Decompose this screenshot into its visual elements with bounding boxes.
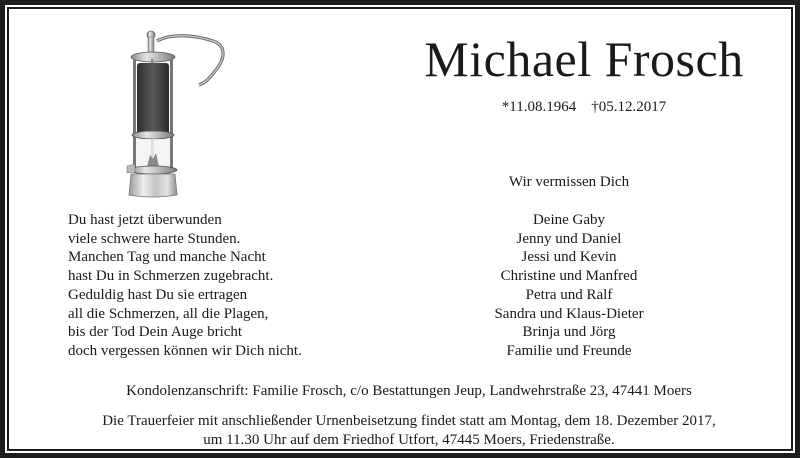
- condolence-address: Kondolenzanschrift: Familie Frosch, c/o Bestattungen Jeup, Landwehrstraße 23, 47441 Moers: [126, 383, 692, 399]
- poem-line: doch vergessen können wir Dich nicht.: [68, 342, 302, 359]
- poem-line: hast Du in Schmerzen zugebracht.: [68, 268, 274, 285]
- memorial-poem: [68, 211, 368, 361]
- mourner-name: Sandra und Klaus-Dieter: [494, 305, 644, 322]
- poem-line: Du hast jetzt überwunden: [68, 212, 222, 228]
- poem-line: bis der Tod Dein Auge bricht: [68, 324, 243, 341]
- ceremony-line: um 11.30 Uhr auf dem Friedhof Utfort, 47445 Moers, Friedenstraße.: [203, 432, 615, 448]
- mourner-name: Petra und Ralf: [525, 286, 613, 303]
- mourner-name: Brinja und Jörg: [522, 324, 616, 341]
- miners-lamp-icon: [109, 27, 229, 199]
- mourner-name: Jessi und Kevin: [521, 249, 617, 266]
- obituary-inner-border: [7, 7, 793, 451]
- mourners-list: [469, 211, 669, 361]
- obituary-frame: [5, 5, 795, 453]
- mourners-heading: Wir vermissen Dich: [508, 174, 630, 190]
- poem-line: Manchen Tag und manche Nacht: [68, 249, 266, 266]
- ceremony-info: [9, 412, 800, 450]
- ceremony-line: Die Trauerfeier mit anschließender Urnenbeisetzung findet statt am Montag, dem 18. Dezember 2017,: [102, 413, 716, 429]
- poem-line: Geduldig hast Du sie ertragen: [68, 286, 248, 303]
- mourner-name: Deine Gaby: [532, 212, 606, 228]
- life-dates: *11.08.1964 †05.12.2017: [501, 99, 667, 115]
- mourner-name: Christine und Manfred: [500, 268, 638, 285]
- poem-line: all die Schmerzen, all die Plagen,: [68, 305, 269, 322]
- poem-line: viele schwere harte Stunden.: [68, 230, 241, 247]
- deceased-name: Michael Frosch: [424, 31, 744, 87]
- mourner-name: Familie und Freunde: [506, 342, 632, 359]
- mourner-name: Jenny und Daniel: [516, 230, 622, 247]
